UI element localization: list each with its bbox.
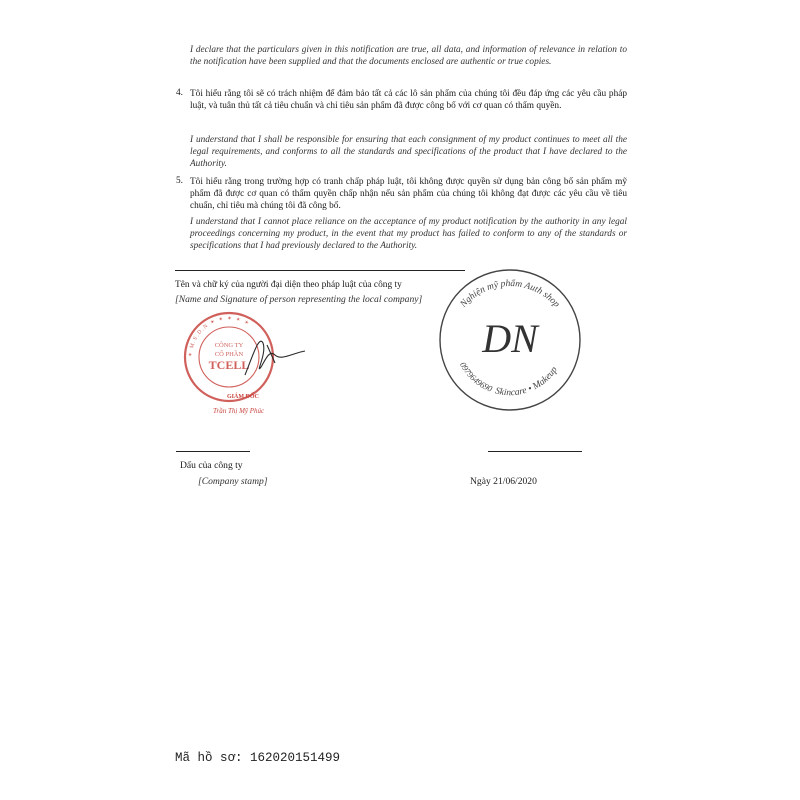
seal-line-1: CÔNG TY <box>214 342 244 349</box>
company-stamp-label-en: [Company stamp] <box>198 476 268 487</box>
file-code: Mã hồ sơ: 162020151499 <box>175 751 341 765</box>
item-4-number: 4. <box>176 88 183 98</box>
seal-company-name: TCELL <box>208 358 250 372</box>
date-line <box>488 451 582 452</box>
watermark-phone-text: 0979649690 <box>458 360 494 394</box>
item-5-number: 5. <box>176 176 183 186</box>
item-5-en: I understand that I cannot place reliance on the acceptance of my product notification by the authority in any legal proceedings concerning my product, in the event that my product has failed to conform to any of the standards or specifications that I had previously declared to the Authority. <box>190 217 627 252</box>
declaration-en: I declare that the particulars given in this notification are true, all data, and information of relevance in relation to the notification have been supplied and that the documents enclosed are authentic or true copies. <box>190 45 627 68</box>
company-seal-block <box>175 305 335 425</box>
seal-signer-title: GIÁM ĐỐC <box>227 394 259 400</box>
watermark-bottom-text: Skincare • Makeup <box>494 365 560 399</box>
company-seal <box>185 313 273 401</box>
company-stamp-label-vi: Dấu của công ty <box>180 460 243 471</box>
document-date: Ngày 21/06/2020 <box>470 476 537 487</box>
shop-watermark <box>430 258 590 418</box>
signature-label-vi: Tên và chữ ký của người đại diện theo pháp luật của công ty <box>175 280 402 290</box>
watermark-top-text: Nghiện mỹ phẩm Auth shop <box>458 278 562 310</box>
handwritten-signature <box>245 341 305 375</box>
signature-divider <box>175 270 465 271</box>
seal-signer-name: Trần Thị Mỹ Phúc <box>213 407 265 415</box>
signature-label-en: [Name and Signature of person representing the local company] <box>175 294 423 305</box>
item-5-vi: Tôi hiểu rằng trong trường hợp có tranh chấp pháp luật, tôi không được quyền sử dụng bản công bố sản phẩm mỹ phẩm đã được cơ quan có thẩm quyền chấp nhận nếu sản phẩm của chúng tôi không đạt được các yêu cầu về tiêu chuẩn, chỉ tiêu mà chúng tôi đã công bố. <box>190 177 627 212</box>
seal-line-2: CỔ PHẦN <box>214 351 244 358</box>
seal-arc-text: ✶ M.S.D.N ✶ ✶ ✶ ✶ ✶ <box>187 315 251 358</box>
company-stamp-line <box>176 451 250 452</box>
watermark-monogram: DN <box>482 316 538 361</box>
item-4-vi: Tôi hiểu rằng tôi sẽ có trách nhiệm để đảm bảo tất cả các lô sản phẩm của chúng tôi đều đáp ứng các yêu cầu pháp luật, và tuân thủ tất cả tiêu chuẩn và chỉ tiêu sản phẩm đã được công bố với cơ quan có thẩm quyền. <box>190 89 627 112</box>
item-4-en: I understand that I shall be responsible for ensuring that each consignment of my product continues to meet all the legal requirements, and conforms to all the standards and specifications of the product that I have declared to the Authority. <box>190 135 627 170</box>
